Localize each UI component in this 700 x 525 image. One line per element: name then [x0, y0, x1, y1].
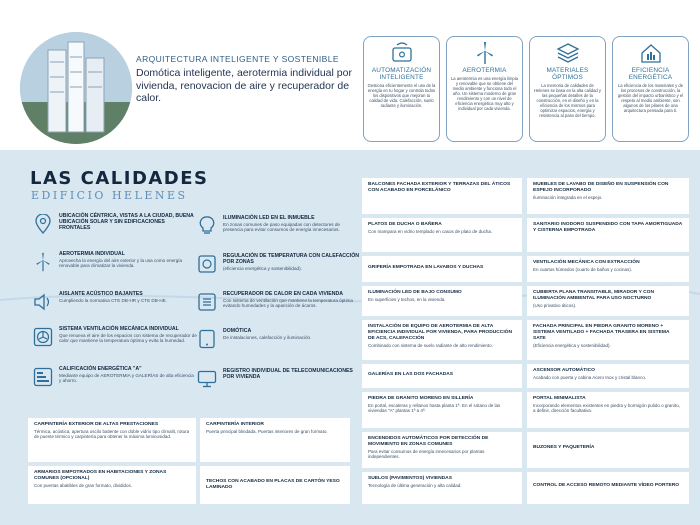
wind-turbine-icon	[450, 40, 519, 66]
thermostat-icon	[196, 253, 218, 275]
feature-desc: Gestiona eficientemente el uso de la energía en tu hogar y controla todos los dispositivos que mejoran tu calidad de vida. Calefacción, suelo radiante y iluminación.	[367, 83, 436, 109]
feature-title: AUTOMATIZACIÓN INTELIGENTE	[371, 67, 432, 82]
box-desc: Térmica, acústica, apertura oscilo batiente con doble vidrio tipo climalit, rotura de puente térmico y carpintería para obtener la máxima luminosidad.	[34, 428, 190, 440]
location-pin-icon	[32, 213, 54, 235]
quality-item	[196, 291, 361, 313]
box-title: TECHOS CON ACABADO EN PLACAS DE CARTÓN YESO LAMINADO	[206, 479, 340, 490]
quality-title: REGULACIÓN DE TEMPERATURA CON CALEFACCIÓN POR ZONAS	[223, 253, 360, 265]
box-title: PIEDRA DE GRANITO MORENO EN SILLERÍA	[368, 396, 474, 401]
quality-box	[527, 472, 689, 504]
quality-desc: Aprovecha la energía del aire exterior y la usa como energía renovable para climatizar la vivienda.	[59, 258, 183, 269]
quality-box	[362, 320, 522, 360]
box-title: MUEBLES DE LAVABO DE DISEÑO EN SUSPENSIÓN CON ESPEJO INCORPORADO	[533, 182, 669, 193]
monitor-icon	[196, 368, 218, 390]
section-subtitle: EDIFICIO HELENES	[31, 189, 188, 202]
box-desc: Combinado con sistema de suelo radiante de alto rendimiento.	[368, 342, 493, 348]
quality-desc: Mediante equipo de AEROTERMIA y GALERÍAS de alta eficiencia y ahorro.	[59, 373, 194, 384]
feature-card	[446, 36, 523, 142]
box-title: ENCENDIDOS AUTOMÁTICOS POR DETECCIÓN DE MOVIMIENTO EN ZONAS COMUNES	[368, 436, 489, 447]
energy-rating-icon	[32, 366, 54, 388]
feature-desc: La memoria de calidades de Helenes se basa en la alta calidad y las pequeñas detalles de la construcción, en el diseño y en la eficiencia de los mismos para optimizar espacios, energía y resistencia al paso del tiempo.	[533, 83, 602, 119]
wind-turbine-icon	[32, 251, 54, 273]
quality-title: AISLANTE ACÚSTICO BAJANTES	[59, 291, 143, 297]
box-desc: Tecnología de última generación y alta calidad.	[368, 482, 462, 488]
quality-desc: De instalaciones, calefacción y iluminación.	[223, 335, 312, 340]
quality-item	[196, 215, 361, 237]
box-title: CARPINTERÍA EXTERIOR DE ALTAS PRESTACIONES	[34, 422, 159, 427]
box-title: INSTALACIÓN DE EQUIPO DE AEROTERMIA DE ALTA EFICIENCIA INDIVIDUAL POR VIVIENDA, PARA PRODUCCIÓN DE ACS, CALEFACCIÓN	[368, 324, 513, 341]
speaker-icon	[32, 291, 54, 313]
box-title: CONTROL DE ACCESO REMOTO MEDIANTE VÍDEO PORTERO	[533, 483, 680, 488]
box-title: GALERÍAS EN LAS DOS FACHADAS	[368, 372, 454, 377]
quality-box	[362, 392, 522, 428]
box-title: SUELOS (PAVIMENTOS) VIVIENDAS	[368, 476, 452, 481]
quality-box	[362, 218, 522, 252]
quality-box	[527, 178, 689, 214]
quality-box	[527, 320, 689, 360]
quality-box	[362, 286, 522, 316]
quality-box	[527, 286, 689, 316]
feature-card	[529, 36, 606, 142]
feature-desc: La eficiencia de los materiales y de los procesos de construcción, la gestión del impacto urbanístico y el respeto al medio ambiente, son algunos de los pilares de una arquitectura pensada para ti.	[617, 83, 684, 114]
box-desc: Con puertas abatibles de gran formato, divididos.	[34, 482, 133, 488]
intro-band	[0, 0, 700, 150]
box-title: ASCENSOR AUTOMÁTICO	[533, 368, 595, 373]
quality-box	[200, 466, 350, 504]
quality-box	[527, 432, 689, 468]
box-desc: (Eficiencia energética y sostenibilidad).	[533, 342, 611, 348]
quality-box	[362, 178, 522, 214]
quality-box	[527, 218, 689, 252]
feature-card	[612, 36, 689, 142]
quality-title: SISTEMA VENTILACIÓN MECÁNICA INDIVIDUAL	[59, 326, 179, 332]
box-title: CARPINTERÍA INTERIOR	[206, 422, 264, 427]
hero-kicker: ARQUITECTURA INTELIGENTE Y SOSTENIBLE	[136, 54, 339, 64]
box-desc: En portal, escaleras y rellanos hasta planta 1ª. En el sótano de las viviendas "A" plantas 1ª a 4ª.	[368, 402, 501, 414]
quality-item	[32, 366, 197, 388]
quality-item	[196, 253, 361, 275]
quality-item	[32, 251, 197, 273]
energy-house-icon	[616, 40, 685, 66]
quality-box	[527, 256, 689, 282]
box-desc: Puerta principal blindada. Puertas interiores de gran formato.	[206, 428, 328, 434]
quality-title: AEROTERMIA INDIVIDUAL	[59, 251, 125, 257]
bulb-icon	[196, 215, 218, 237]
box-desc: En superficies y techos, en la vivienda.	[368, 296, 446, 302]
layers-icon	[533, 40, 602, 66]
box-title: ILUMINACIÓN LED DE BAJO CONSUMO	[368, 290, 462, 295]
quality-box	[362, 256, 522, 282]
quality-title: ILUMINACIÓN LED EN EL INMUEBLE	[223, 215, 315, 221]
box-title: BUZONES Y PAQUETERÍA	[533, 445, 595, 450]
ventilation-fan-icon	[32, 326, 54, 348]
box-title: BALCONES FACHADA EXTERIOR Y TERRAZAS DEL ÁTICOS CON ACABADO EN PORCELÁNICO	[368, 182, 511, 193]
quality-desc: Con sistema de ventilación que mantiene la temperatura óptima evitando humedades y la aparición de ácaros.	[223, 298, 353, 309]
box-desc: (Uso privativo áticos).	[533, 302, 577, 308]
building-photo	[20, 32, 132, 144]
feature-desc: La aerotermia es una energía limpia y renovable que se obtiene del medio ambiente y funciona todo el año. Un sistema moderno de gran rendimiento y con un nivel de eficiencia energética muy alto y individual por cada vivienda.	[450, 76, 519, 112]
box-desc: Con mampara en vidrio templado en casos de plato de ducha.	[368, 228, 493, 234]
quality-item	[196, 368, 361, 390]
feature-title: MATERIALES ÓPTIMOS	[546, 67, 589, 82]
quality-box	[362, 472, 522, 504]
box-title: CUBIERTA PLANA TRANSITABLE, MIRADOR Y CON ILUMINACIÓN AMBIENTAL PARA USO NOCTURNO	[533, 290, 654, 301]
box-desc: Para evitar consumos de energía innecesarios por plantas independientes.	[368, 448, 485, 460]
quality-desc: Que renueva el aire de los espacios con sistema de recuperador de calor que mantiene la temperatura óptima y evita la humedad.	[59, 333, 197, 344]
tablet-icon	[196, 328, 218, 350]
quality-desc: En zonas comunes de paso equipadas con detectores de presencia para evitar consumos de energía innecesarios.	[223, 222, 340, 233]
feature-card	[363, 36, 440, 142]
quality-box	[200, 418, 350, 462]
quality-desc: Cumpliendo la normativa CTE DB-HR y CTE DB-HE.	[59, 298, 167, 303]
quality-title: REGISTRO INDIVIDUAL DE TELECOMUNICACIONES POR VIVIENDA	[223, 368, 353, 380]
heat-recovery-icon	[196, 291, 218, 313]
hero-headline: Domótica inteligente, aerotermia individual por vivienda, renovacion de aire y recuperador de calor.	[136, 67, 352, 104]
quality-box	[28, 418, 196, 462]
feature-title: AEROTERMIA	[462, 67, 507, 74]
box-title: SANITARIO INODORO SUSPENDIDO CON TAPA AMORTIGUADA Y CISTERNA EMPOTRADA	[533, 222, 683, 233]
box-title: PLATOS DE DUCHA O BAÑERA	[368, 222, 442, 227]
box-desc: Acabado con puerta y cabina Acero Inox y cristal blanco.	[533, 374, 647, 380]
quality-title: RECUPERADOR DE CALOR EN CADA VIVIENDA	[223, 291, 343, 297]
smart-home-icon	[367, 40, 436, 66]
quality-title: DOMÓTICA	[223, 328, 252, 334]
box-title: PORTAL MINIMALISTA	[533, 396, 586, 401]
quality-box	[362, 432, 522, 468]
quality-title: UBICACIÓN CÉNTRICA, VISTAS A LA CIUDAD, BUENA UBICACIÓN SOLAR Y SIN EDIFICACIONES FRONTALES	[59, 213, 194, 231]
quality-item	[32, 213, 197, 235]
box-desc: En cuartos húmedos (cuarto de baños y cocinas).	[533, 266, 633, 272]
box-title: FACHADA PRINCIPAL EN PIEDRA GRANITO MORENO + SISTEMA VENTILADO + FACHADA TRASERA EN SISTEMA SATE	[533, 324, 670, 341]
quality-box	[362, 364, 522, 388]
box-title: GRIFERÍA EMPOTRADA EN LAVABOS Y DUCHAS	[368, 265, 484, 270]
quality-item	[196, 328, 361, 350]
quality-item	[32, 291, 197, 313]
feature-title: EFICIENCIA ENERGÉTICA	[628, 67, 673, 82]
box-desc: Iluminación integrada en el espejo.	[533, 194, 603, 200]
box-title: ARMARIOS EMPOTRADOS EN HABITACIONES Y ZONAS COMUNES (OPCIONAL)	[34, 470, 167, 481]
quality-box	[527, 392, 689, 428]
section-title: LAS CALIDADES	[30, 168, 209, 189]
quality-title: CALIFICACIÓN ENERGÉTICA "A"	[59, 366, 142, 372]
quality-box	[527, 364, 689, 388]
quality-box	[28, 466, 196, 504]
box-title: VENTILACIÓN MECÁNICA CON EXTRACCIÓN	[533, 260, 640, 265]
quality-desc: (eficiencia energética y sostenibilidad).	[223, 266, 302, 271]
box-desc: Incorporando elementos existentes en piedra y hormigón pulido o granito, a definir, dirección facultativa.	[533, 402, 680, 414]
quality-item	[32, 326, 197, 348]
